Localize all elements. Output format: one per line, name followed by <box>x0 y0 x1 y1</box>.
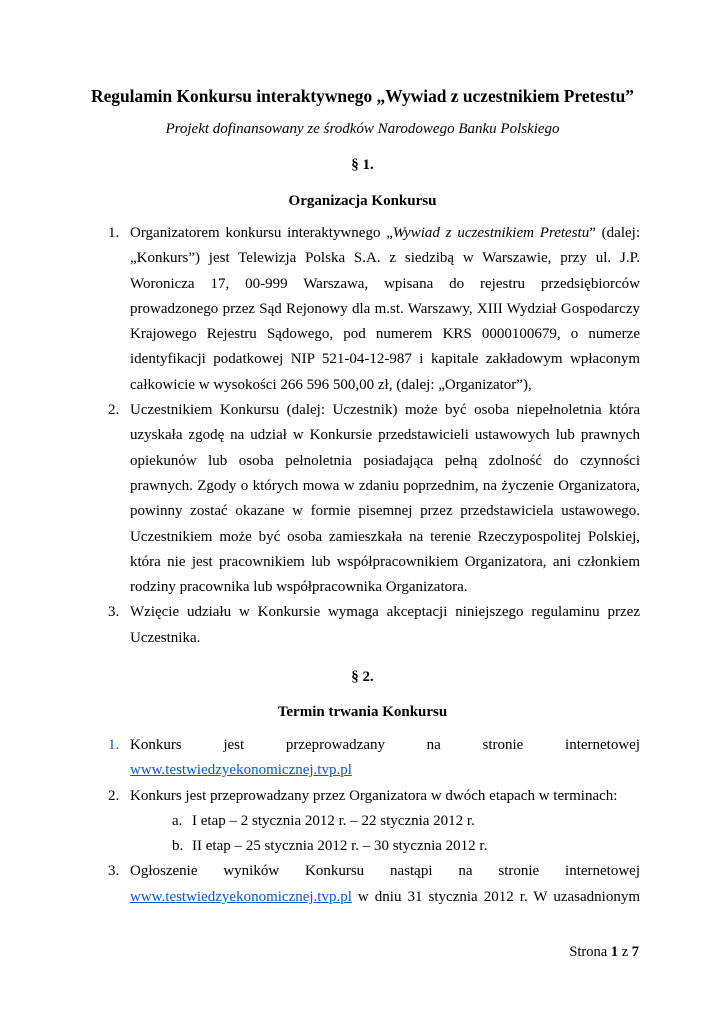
list-item <box>108 784 640 860</box>
list-item <box>108 600 640 651</box>
list-item-text: Uczestnikiem Konkursu (dalej: Uczestnik) może być osoba niepełnoletnia która uzyskała zgodę na udział w Konkursie przedstawicieli ustawowych lub prawnych opiekunów lub osoba pełnoletnia posiadająca pełną zdolność do czynności prawnych. Zgody o których mowa w zdaniu poprzednim, na życzenie Organizatora, powinny zostać okazane w formie pisemnej przez przedstawiciela ustawowego. Uczestnikiem może być osoba zamieszkała na terenie Rzeczypospolitej Polskiej, która nie jest pracownikiem lub współpracownikiem Organizatora, ani członkiem rodziny pracownika lub współpracownika Organizatora. <box>130 402 640 596</box>
list-item <box>108 398 640 600</box>
list-item-text: Konkurs jest przeprowadzany przez Organizatora w dwóch etapach w terminach: <box>130 787 618 804</box>
contest-name: Wywiad z uczestnikiem Pretestu <box>392 225 590 241</box>
section-2-number: § 2. <box>351 669 374 685</box>
document-title: Regulamin Konkursu interaktywnego „Wywiad z uczestnikiem Pretestu” <box>91 86 634 106</box>
page-separator: z <box>621 944 629 960</box>
list-item-text: Wzięcie udziału w Konkursie wymaga akceptacji niniejszego regulaminu przez Uczestnika. <box>130 604 640 646</box>
section-1-number: § 1. <box>351 157 374 173</box>
section-1-list <box>108 221 640 651</box>
list-item-text: w dniu 31 stycznia 2012 r. W uzasadnionym <box>351 888 640 905</box>
list-item-continuation <box>130 885 640 910</box>
list-item-text: Organizatorem konkursu interaktywnego „ <box>130 225 393 241</box>
stage-item <box>172 834 640 859</box>
list-item-number: 3. <box>108 604 120 621</box>
list-item-text: Konkurs jest przeprowadzany na stronie internetowej <box>130 737 640 753</box>
list-item-text: ” (dalej: „Konkurs”) jest Telewizja Polska S.A. z siedzibą w Warszawie, przy ul. J.P. Woronicza 17, 00-999 Warszawa, wpisana do rejestru przedsiębiorców prowadzonego przez Sąd Rejonowy dla m.st. Warszawy, XIII Wydział Gospodarczy Krajowego Rejestru Sądowego, pod numerem KRS 0000100679, o numerze identyfikacji podatkowej NIP 521-04-12-987 i kapitale zakładowym wpłaconym całkowicie w wysokości 266 596 500,00 zł, (dalej: „Organizator”), <box>130 225 640 393</box>
current-page: 1 <box>610 944 619 960</box>
list-item-number: 2. <box>108 787 120 804</box>
list-item <box>108 221 640 398</box>
stage-letter: b. <box>172 838 184 855</box>
stage-list <box>130 809 640 860</box>
stage-text: II etap – 25 stycznia 2012 r. – 30 stycznia 2012 r. <box>192 838 488 855</box>
total-pages: 7 <box>631 944 639 960</box>
website-link[interactable]: www.testwiedzyekonomicznej.tvp.pl <box>130 762 352 779</box>
section-2-heading: Termin trwania Konkursu <box>277 704 448 720</box>
section-1-heading: Organizacja Konkursu <box>288 193 437 209</box>
stage-letter: a. <box>172 812 183 829</box>
stage-text: I etap – 2 stycznia 2012 r. – 22 stycznia 2012 r. <box>192 812 475 829</box>
list-item-number: 2. <box>108 402 120 419</box>
list-item <box>108 733 640 784</box>
list-item-number: 1. <box>108 225 120 241</box>
list-item-number: 3. <box>108 863 120 880</box>
stage-item <box>172 809 640 834</box>
list-item-text: Ogłoszenie wyników Konkursu nastąpi na stronie internetowej <box>130 863 640 880</box>
page-label: Strona <box>569 944 608 960</box>
page-footer <box>569 944 639 961</box>
list-item <box>108 859 640 910</box>
website-link[interactable]: www.testwiedzyekonomicznej.tvp.pl <box>130 888 352 905</box>
section-2-list <box>108 733 640 910</box>
list-item-number: 1. <box>108 737 120 753</box>
document-subtitle: Projekt dofinansowany ze środków Narodowego Banku Polskiego <box>165 121 560 137</box>
